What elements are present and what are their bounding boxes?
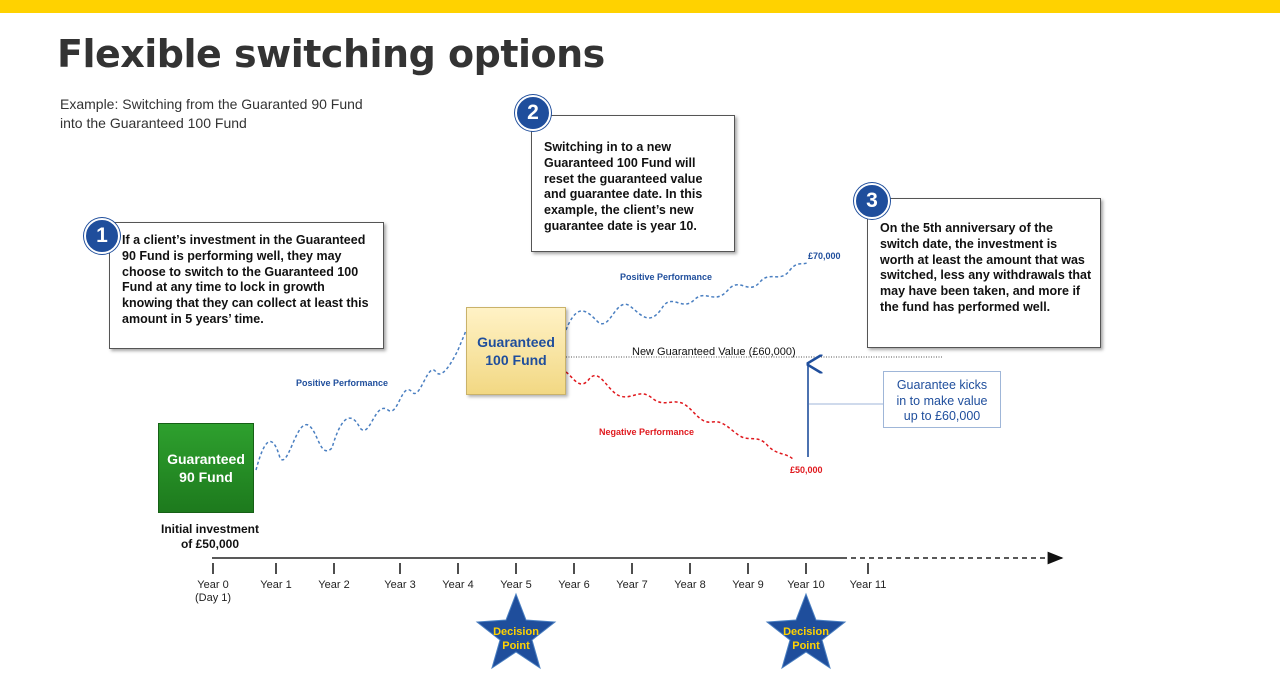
guaranteed-90-fund-box [158,423,254,513]
initial-line-2: of £50,000 [180,537,240,551]
value-70000-label: £70,000 [808,251,841,261]
positive-performance-label-2: Positive Performance [620,272,713,282]
timeline-label-year-6: Year 6 [558,579,590,591]
timeline-label-year-4: Year 4 [442,579,474,591]
decision-point-text-year-10 [771,625,841,653]
subtitle-line-1: Example: Switching from the Guaranted 90 Fund [60,96,363,112]
page-title: Flexible switching options [57,32,605,76]
guarantee-line-1: Guarantee kicks [896,378,988,392]
callout-2-text: Switching in to a new Guaranteed 100 Fund will reset the guaranteed value and guarantee date. In this example, the client’s new guarantee date is year 10. [544,140,703,233]
callout-1-text: If a client’s investment in the Guaranteed 90 Fund is performing well, they may choose to switch to the Guaranteed 100 Fund at any time to lock in growth knowing that they can collect at least this amount in 5 years’ time. [122,233,369,326]
timeline-label-year-11: Year 11 [849,579,887,591]
guarantee-line-2: in to make value [896,393,988,408]
callout-1 [109,222,384,349]
new-guaranteed-value-label: New Guaranteed Value (£60,000) [632,346,796,358]
positive-performance-label-1: Positive Performance [296,378,389,388]
timeline-label-year-3: Year 3 [384,579,416,591]
callout-2-badge: 2 [515,95,551,131]
fund100-line-1: Guaranteed [477,334,555,350]
fund90-line-2: 90 Fund [179,469,233,485]
subtitle-line-2: into the Guaranteed 100 Fund [60,115,247,131]
year-0-label: Year 0 [197,579,229,591]
timeline-label-year-7: Year 7 [616,579,648,591]
guaranteed-100-fund-box [466,307,566,395]
callout-2 [531,115,735,252]
decision-point-1-line-2: Point [502,640,530,652]
timeline-label-year-10: Year 10 [787,579,825,591]
timeline-label-year-5: Year 5 [500,579,532,591]
value-50000-label: £50,000 [790,465,823,475]
year-0-sublabel: (Day 1) [194,592,232,604]
fund100-line-2: 100 Fund [485,352,547,368]
timeline-label-year-0 [183,579,243,605]
callout-3 [867,198,1101,348]
timeline-label-year-8: Year 8 [674,579,706,591]
initial-investment-label [150,522,270,552]
callout-1-badge: 1 [84,218,120,254]
timeline-ticks [213,563,868,574]
fund90-line-1: Guaranteed [167,451,245,467]
timeline-label-year-9: Year 9 [732,579,764,591]
guarantee-kicks-in-box [883,371,1001,428]
guarantee-line-3: up to £60,000 [903,409,981,423]
negative-performance-line [566,372,794,460]
callout-3-text: On the 5th anniversary of the switch date, the investment is worth at least the amount that was switched, less any withdrawals that may have been taken, and more if the fund has performed well. [880,221,1092,314]
negative-performance-label: Negative Performance [599,427,695,437]
positive-performance-line-1 [256,330,466,470]
decision-point-text-year-5 [481,625,551,653]
decision-point-2-line-1: Decision [783,626,829,638]
timeline-label-year-2: Year 2 [318,579,350,591]
decision-point-2-line-2: Point [792,640,820,652]
callout-3-badge: 3 [854,183,890,219]
decision-point-1-line-1: Decision [493,626,539,638]
timeline-label-year-1: Year 1 [260,579,292,591]
initial-line-1: Initial investment [160,522,260,536]
